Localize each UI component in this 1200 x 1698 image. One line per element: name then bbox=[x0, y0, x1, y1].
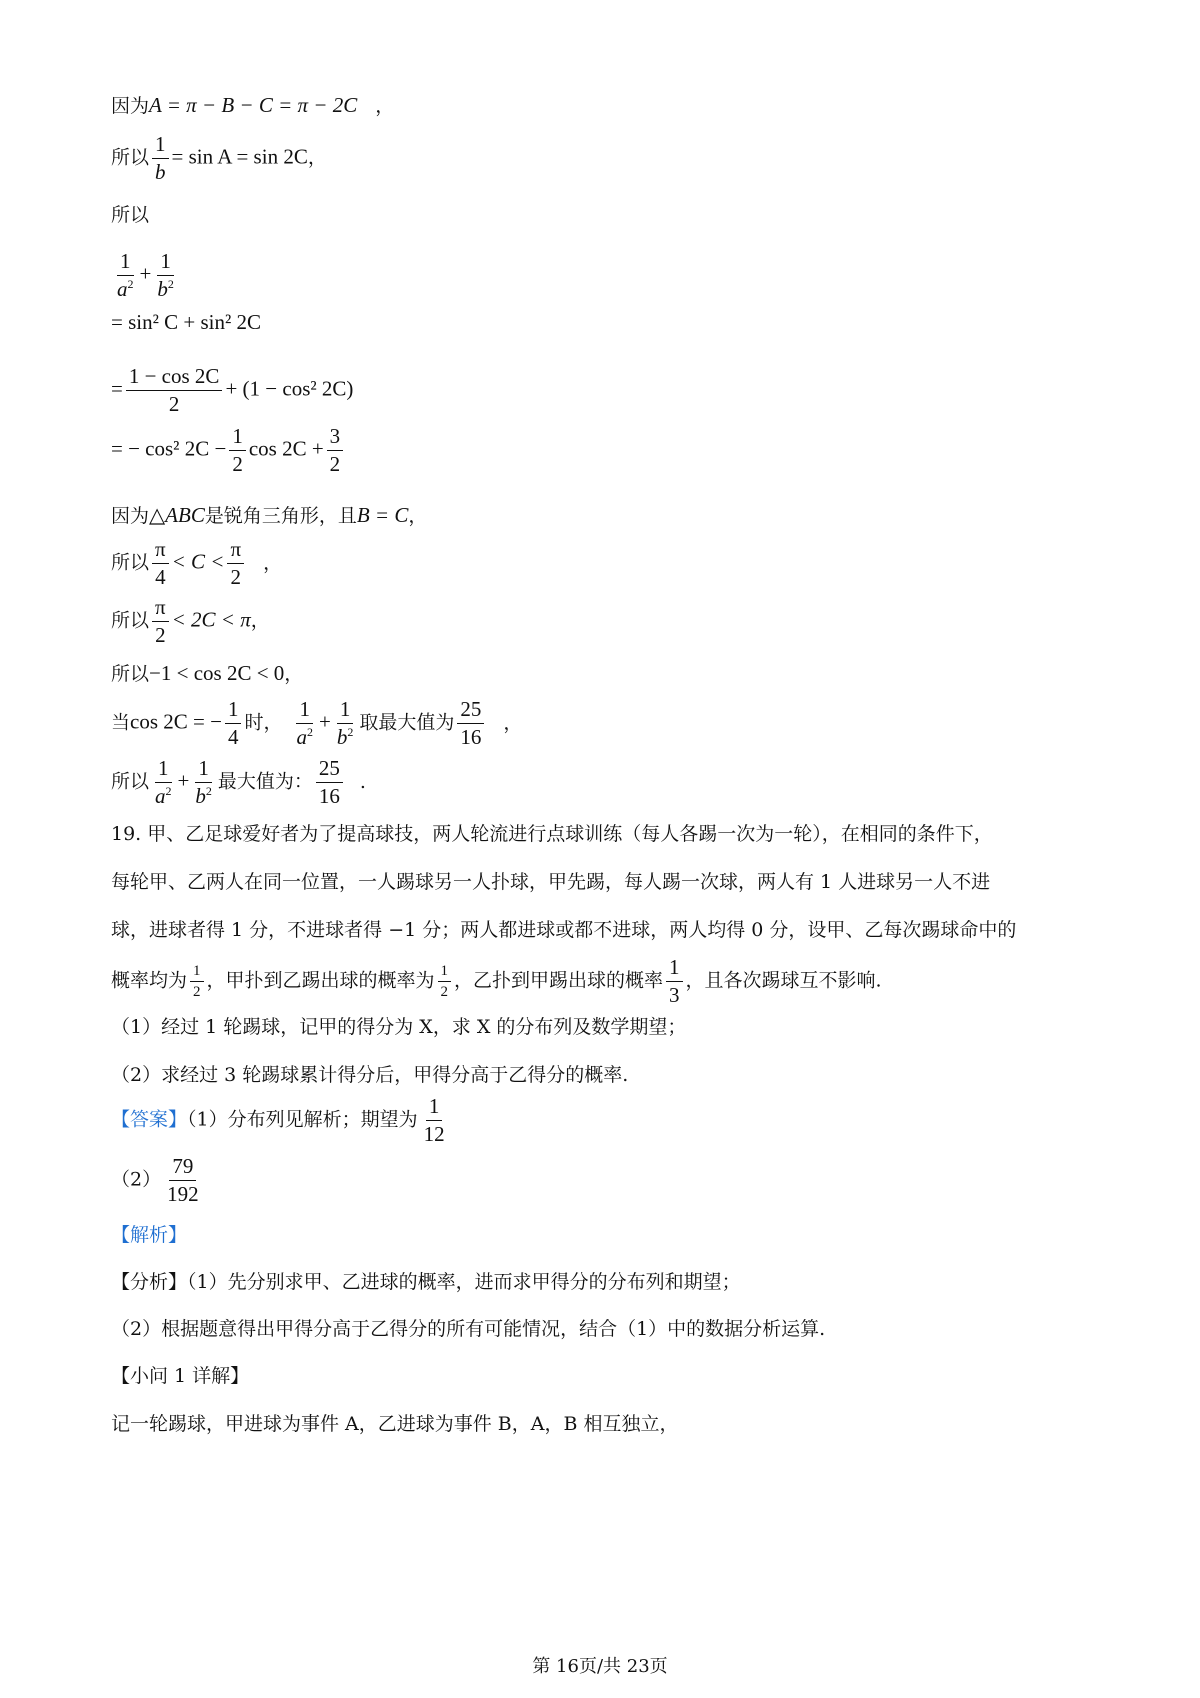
punct: ， bbox=[284, 663, 304, 685]
sub-solution-text: 记一轮踢球，甲进球为事件 A，乙进球为事件 B，A，B 相互独立， bbox=[111, 1413, 679, 1435]
line-12 bbox=[111, 698, 522, 749]
fraction: $\frac{1}{2}$ bbox=[190, 963, 204, 1001]
line-7 bbox=[111, 425, 346, 476]
fraction: $\frac{1 - \cos 2C}{2}$ bbox=[126, 365, 223, 416]
punct: ， bbox=[250, 609, 270, 632]
line-4 bbox=[111, 250, 180, 301]
question-19-line-2: 每轮甲、乙两人在同一位置，一人踢球另一人扑球，甲先踢，每人踢一次球，两人有 1 人进球另一人不进 bbox=[111, 871, 991, 893]
answer-line-2: （2） $\frac{79}{192}$ bbox=[111, 1155, 205, 1206]
answer-line-1: 【答案】（1）分布列见解析；期望为 $\frac{1}{12}$ bbox=[111, 1095, 451, 1146]
fraction: $\frac{1}{b^2}$ bbox=[336, 697, 354, 750]
math-expression: < C < bbox=[171, 549, 225, 574]
math-expression: cos 2C = − bbox=[130, 709, 222, 734]
text: 因为 bbox=[111, 95, 150, 117]
fraction: $\frac{1}{b}$ bbox=[152, 133, 169, 184]
fenxi-line-2: （2）根据题意得出甲得分高于乙得分的所有可能情况，结合（1）中的数据分析运算. bbox=[111, 1318, 826, 1340]
text: 因为 bbox=[111, 505, 150, 527]
punct: ， bbox=[307, 146, 327, 169]
line-11 bbox=[111, 663, 303, 684]
fraction: $\frac{3}{2}$ bbox=[327, 425, 344, 476]
operator: + bbox=[318, 709, 331, 734]
math-expression: + (1 − cos² 2C) bbox=[225, 376, 354, 401]
question-19-line-3: 球，进球者得 1 分，不进球者得 −1 分；两人都进球或都不进球，两人均得 0 分，设甲、乙每次踢球命中的 bbox=[111, 919, 1017, 941]
operator: = bbox=[111, 376, 123, 401]
line-9 bbox=[111, 538, 282, 589]
line-8 bbox=[111, 505, 427, 526]
text: 所以 bbox=[111, 663, 150, 685]
sub-question-2: （2）求经过 3 轮踢球累计得分后，甲得分高于乙得分的概率. bbox=[111, 1064, 629, 1086]
page-footer: 第 16页/共 23页 bbox=[532, 1656, 668, 1677]
math-expression: = − cos² 2C − bbox=[111, 436, 227, 461]
math-expression: B = C bbox=[356, 503, 409, 527]
fraction: $\frac{1}{a^2}$ bbox=[117, 249, 134, 302]
question-19-line-1: 19. 甲、乙足球爱好者为了提高球技，两人轮流进行点球训练（每人各踢一次为一轮），在相同的条件下， bbox=[111, 823, 993, 845]
fraction: $\frac{1}{3}$ bbox=[666, 956, 683, 1007]
operator: + bbox=[177, 768, 190, 793]
fraction: $\frac{\pi}{2}$ bbox=[152, 596, 169, 647]
fraction: $\frac{1}{b^2}$ bbox=[195, 756, 212, 809]
math-expression: cos 2C + bbox=[248, 436, 324, 461]
fraction: $\frac{25}{16}$ bbox=[316, 757, 343, 808]
punct: ， bbox=[263, 551, 283, 574]
fraction: $\frac{1}{2}$ bbox=[229, 425, 246, 476]
math-expression: −1 < cos 2C < 0 bbox=[149, 661, 285, 685]
text: 最大值为： bbox=[217, 770, 313, 793]
punct: ， bbox=[408, 505, 428, 527]
line-2 bbox=[111, 133, 327, 184]
fraction: $\frac{1}{12}$ bbox=[423, 1094, 445, 1147]
text: 所以 bbox=[111, 146, 150, 169]
fraction: $\frac{79}{192}$ bbox=[167, 1154, 199, 1207]
math-expression: A = π − B − C = π − 2C bbox=[149, 93, 358, 117]
text: 时， bbox=[244, 711, 283, 734]
text: 取最大值为 bbox=[359, 711, 455, 734]
operator: + bbox=[139, 261, 152, 286]
line-10 bbox=[111, 596, 270, 647]
line-13 bbox=[111, 757, 366, 808]
fraction: $\frac{1}{b^2}$ bbox=[157, 249, 174, 302]
text: 所以 bbox=[111, 609, 150, 632]
fraction: $\frac{\pi}{2}$ bbox=[227, 538, 244, 589]
line-3 bbox=[111, 206, 149, 225]
math-expression: = sin A = sin 2C bbox=[171, 144, 308, 169]
fraction: $\frac{1}{a^2}$ bbox=[155, 756, 172, 809]
answer-tag: 【答案】 bbox=[111, 1108, 188, 1131]
fraction: $\frac{25}{16}$ bbox=[457, 698, 484, 749]
text: 所以 bbox=[111, 551, 150, 574]
sub-question-1: （1）经过 1 轮踢球，记甲的得分为 X，求 X 的分布列及数学期望； bbox=[111, 1016, 687, 1038]
fraction: $\frac{\pi}{4}$ bbox=[152, 538, 169, 589]
analysis-tag: 【解析】 bbox=[111, 1224, 188, 1246]
line-1 bbox=[111, 95, 394, 116]
punct: ， bbox=[503, 711, 523, 734]
text: 当 bbox=[111, 711, 131, 734]
text: 是锐角三角形，且 bbox=[204, 505, 357, 527]
line-5 bbox=[111, 312, 261, 333]
text: 所以 bbox=[111, 770, 150, 793]
punct: ， bbox=[375, 95, 395, 117]
math-expression: < 2C < π bbox=[171, 607, 251, 632]
math-expression: = sin² C + sin² 2C bbox=[111, 310, 262, 334]
punct: . bbox=[359, 770, 366, 793]
text: 所以 bbox=[111, 204, 150, 226]
fraction: $\frac{1}{4}$ bbox=[225, 698, 242, 749]
line-6 bbox=[111, 365, 353, 416]
fenxi-line-1: 【分析】（1）先分别求甲、乙进球的概率，进而求甲得分的分布列和期望； bbox=[111, 1271, 741, 1293]
fraction: $\frac{1}{2}$ bbox=[438, 963, 452, 1001]
sub-solution-title: 【小问 1 详解】 bbox=[111, 1365, 250, 1387]
math-expression: △ABC bbox=[149, 503, 205, 527]
question-19-line-4: 概率均为 $\frac{1}{2}$ ，甲扑到乙踢出球的概率为 $\frac{1}{2}$ ，乙扑到甲踢出球的概率 $\frac{1}{3}$ ，且各次踢球互不影响. bbox=[111, 955, 882, 1008]
fraction: $\frac{1}{a^2}$ bbox=[296, 697, 313, 750]
fenxi-tag: 【分析】 bbox=[111, 1271, 188, 1293]
